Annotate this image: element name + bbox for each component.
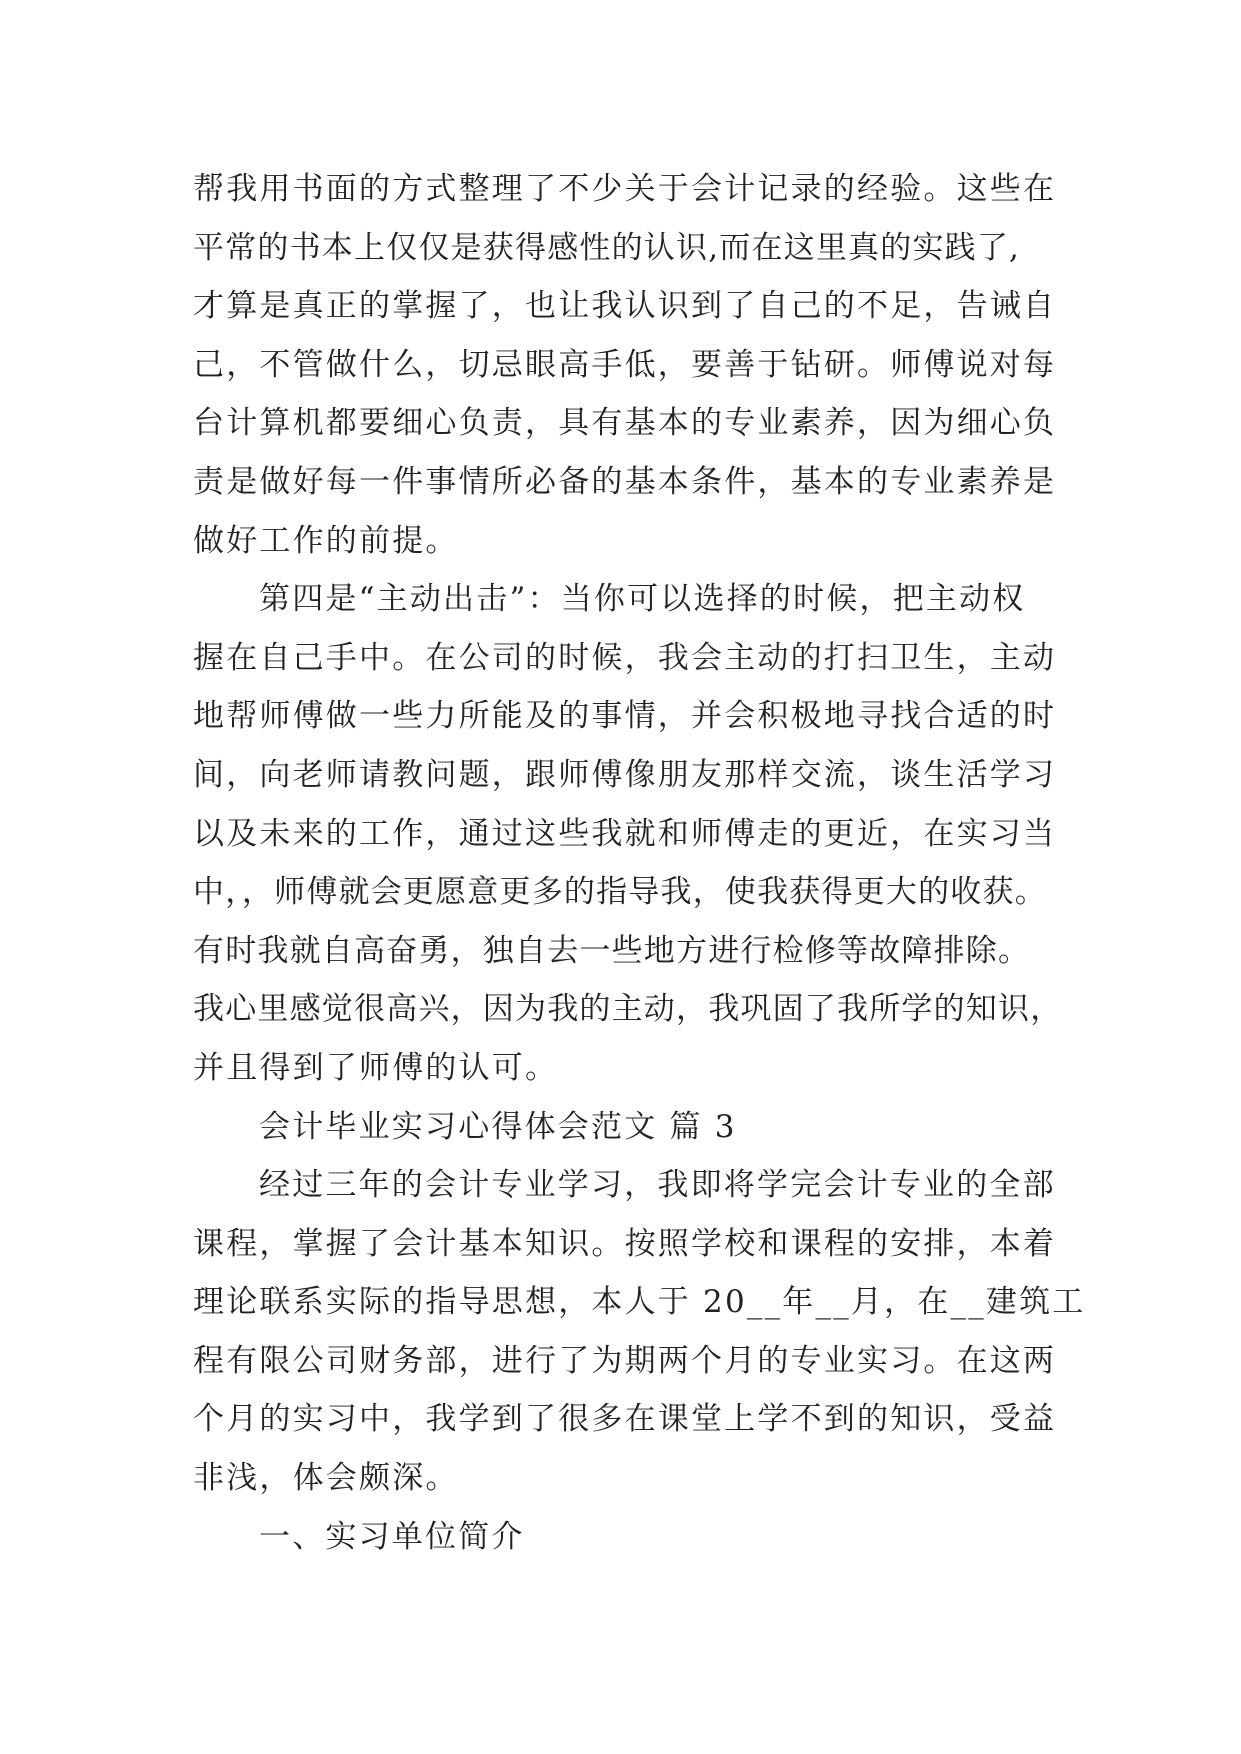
text-line: 我心里感觉很高兴，因为我的主动，我巩固了我所学的知识， bbox=[193, 991, 1063, 1028]
text-line: 地帮师傅做一些力所能及的事情，并会积极地寻找合适的时 bbox=[193, 698, 1057, 735]
paragraph-start-line: 经过三年的会计专业学习，我即将学完会计专业的全部 bbox=[259, 1167, 1056, 1204]
text-line: 课程，掌握了会计基本知识。按照学校和课程的安排，本着 bbox=[193, 1225, 1057, 1262]
text-line: 帮我用书面的方式整理了不少关于会计记录的经验。这些在 bbox=[193, 171, 1057, 207]
text-line: 程有限公司财务部，进行了为期两个月的专业实习。在这两 bbox=[193, 1342, 1057, 1379]
text-line: 非浅，体会颇深。 bbox=[193, 1460, 459, 1497]
text-line: 并且得到了师傅的认可。 bbox=[193, 1049, 559, 1086]
text-line: 个月的实习中，我学到了很多在课堂上学不到的知识，受益 bbox=[193, 1401, 1057, 1438]
text-line: 责是做好每一件事情所必备的基本条件，基本的专业素养是 bbox=[193, 463, 1057, 500]
text-line: 做好工作的前提。 bbox=[193, 522, 459, 559]
text-line: 以及未来的工作，通过这些我就和师傅走的更近，在实习当 bbox=[193, 815, 1057, 852]
text-line: 平常的书本上仅仅是获得感性的认识,而在这里真的实践了, bbox=[193, 229, 1021, 266]
text-line: 台计算机都要细心负责，具有基本的专业素养，因为细心负 bbox=[193, 405, 1057, 442]
section-heading: 会计毕业实习心得体会范文 篇 3 bbox=[259, 1108, 737, 1145]
subsection-heading: 一、实习单位简介 bbox=[259, 1518, 525, 1555]
text-line: 理论联系实际的指导思想，本人于 20__年__月，在__建筑工 bbox=[193, 1284, 1086, 1321]
paragraph-start-line: 第四是“主动出击”：当你可以选择的时候，把主动权 bbox=[259, 581, 1026, 618]
text-line: 才算是真正的掌握了，也让我认识到了自己的不足，告诫自 bbox=[193, 288, 1057, 325]
text-line: 间，向老师请教问题，跟师傅像朋友那样交流，谈生活学习 bbox=[193, 756, 1057, 793]
text-line: 己，不管做什么，切忌眼高手低，要善于钻研。师傅说对每 bbox=[193, 346, 1057, 383]
text-line: 握在自己手中。在公司的时候，我会主动的打扫卫生，主动 bbox=[193, 639, 1057, 676]
text-line: 中，，师傅就会更愿意更多的指导我，使我获得更大的收获。 bbox=[193, 874, 1047, 911]
text-line: 有时我就自高奋勇，独自去一些地方进行检修等故障排除。 bbox=[193, 932, 1031, 969]
document-body bbox=[193, 160, 1086, 1566]
